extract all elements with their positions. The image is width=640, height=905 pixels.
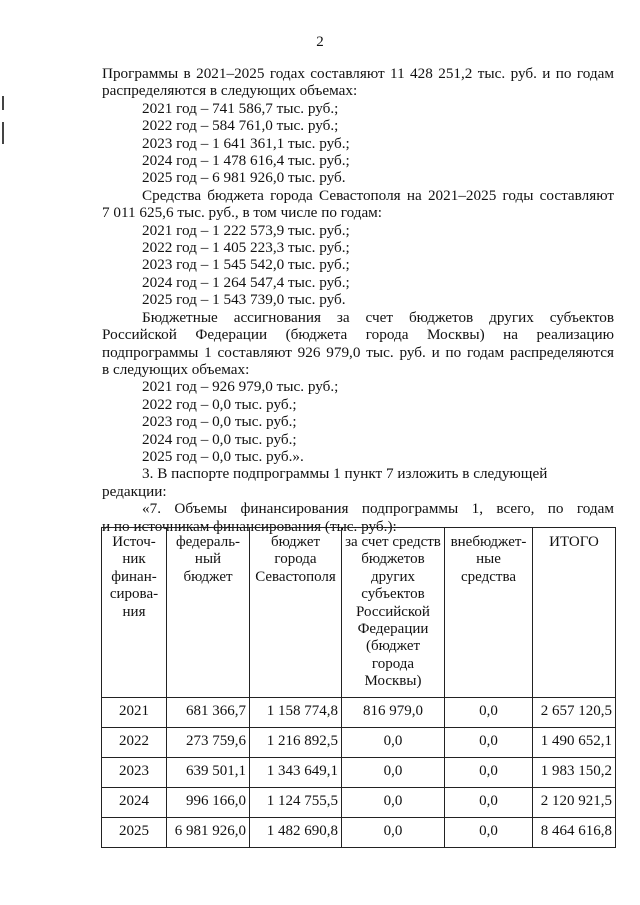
header-line: ные [476, 551, 501, 568]
year-line: 2021 год – 741 586,7 тыс. руб.; [142, 99, 339, 117]
cell-year: 2021 [102, 697, 167, 727]
text-line: подпрограммы 1 составляют 926 979,0 тыс. руб. и по годам распределяются [102, 343, 614, 361]
cell-other-subjects: 0,0 [342, 727, 445, 757]
header-line: города [274, 551, 317, 568]
year-line: 2022 год – 1 405 223,3 тыс. руб.; [142, 239, 350, 257]
cell-extrabudgetary: 0,0 [445, 817, 533, 847]
cell-extrabudgetary: 0,0 [445, 727, 533, 757]
cell-year: 2024 [102, 787, 167, 817]
header-line: бюджетов [361, 551, 425, 568]
header-total [533, 528, 616, 698]
cell-federal: 996 166,0 [167, 787, 250, 817]
table-row [102, 817, 616, 847]
text-line: Средства бюджета города Севастополя на 2021–2025 годы составляют [142, 186, 614, 204]
year-line: 2023 год – 0,0 тыс. руб.; [142, 413, 297, 431]
year-line: 2023 год – 1 545 542,0 тыс. руб.; [142, 256, 350, 274]
year-line: 2021 год – 1 222 573,9 тыс. руб.; [142, 221, 350, 239]
header-line: Москвы) [364, 673, 422, 690]
header-line: Российской [356, 603, 430, 620]
header-line: финан- [111, 568, 157, 585]
header-line: федераль- [175, 534, 241, 550]
header-sevastopol [250, 528, 342, 698]
table-header-row [102, 528, 616, 698]
cell-year: 2023 [102, 757, 167, 787]
header-line: бюджет [270, 534, 321, 550]
header-line: ИТОГО [549, 534, 599, 550]
cell-federal: 681 366,7 [167, 697, 250, 727]
year-line: 2025 год – 0,0 тыс. руб.». [142, 447, 304, 465]
year-line: 2022 год – 0,0 тыс. руб.; [142, 395, 297, 413]
header-source [102, 528, 167, 698]
cell-sevastopol: 1 216 892,5 [250, 727, 342, 757]
year-line: 2021 год – 926 979,0 тыс. руб.; [142, 378, 339, 396]
header-line: за счет средств [345, 534, 441, 550]
year-line: 2024 год – 0,0 тыс. руб.; [142, 430, 297, 448]
cell-federal: 273 759,6 [167, 727, 250, 757]
header-line: субъектов [361, 586, 425, 603]
year-line: 2024 год – 1 264 547,4 тыс. руб.; [142, 273, 350, 291]
year-line: 2023 год – 1 641 361,1 тыс. руб.; [142, 134, 350, 152]
page-number: 2 [316, 34, 324, 50]
cell-sevastopol: 1 124 755,5 [250, 787, 342, 817]
text-line: распределяются в следующих объемах: [102, 82, 358, 100]
cell-total: 1 983 150,2 [533, 757, 616, 787]
cell-sevastopol: 1 482 690,8 [250, 817, 342, 847]
header-line: Федерации [357, 621, 429, 638]
cell-total: 8 464 616,8 [533, 817, 616, 847]
text-line: «7. Объемы финансирования подпрограммы 1, всего, по годам [142, 500, 614, 518]
header-other-subjects [342, 528, 445, 698]
cell-federal: 6 981 926,0 [167, 817, 250, 847]
header-line: ник [122, 551, 146, 568]
cell-total: 2 120 921,5 [533, 787, 616, 817]
cell-extrabudgetary: 0,0 [445, 757, 533, 787]
table-row [102, 697, 616, 727]
document-body [102, 65, 614, 535]
header-line: внебюджет- [450, 534, 527, 550]
cell-sevastopol: 1 343 649,1 [250, 757, 342, 787]
year-line: 2025 год – 6 981 926,0 тыс. руб. [142, 169, 346, 187]
year-line: 2022 год – 584 761,0 тыс. руб.; [142, 117, 339, 135]
cell-extrabudgetary: 0,0 [445, 787, 533, 817]
cell-other-subjects: 0,0 [342, 817, 445, 847]
text-line: 7 011 625,6 тыс. руб., в том числе по годам: [102, 204, 383, 222]
text-line: Программы в 2021–2025 годах составляют 11 428 251,2 тыс. руб. и по годам [102, 65, 614, 82]
cell-total: 2 657 120,5 [533, 697, 616, 727]
header-line: (бюджет [365, 638, 421, 655]
header-line: Источ- [112, 534, 156, 550]
header-federal [167, 528, 250, 698]
year-line: 2024 год – 1 478 616,4 тыс. руб.; [142, 152, 350, 170]
financing-table [101, 527, 616, 848]
cell-sevastopol: 1 158 774,8 [250, 697, 342, 727]
table-row [102, 727, 616, 757]
year-line: 2025 год – 1 543 739,0 тыс. руб. [142, 291, 346, 309]
cell-year: 2022 [102, 727, 167, 757]
cell-other-subjects: 0,0 [342, 757, 445, 787]
table-row [102, 787, 616, 817]
header-line: ния [122, 603, 146, 620]
text-line: и по источникам финансирования (тыс. руб.): [102, 517, 397, 535]
margin-mark [2, 122, 4, 144]
text-line: в следующих объемах: [102, 360, 250, 378]
header-line: ный бюджет [183, 551, 233, 585]
header-line: сирова- [109, 586, 159, 603]
text-line: 3. В паспорте подпрограммы 1 пункт 7 изложить в следующей редакции: [102, 465, 548, 500]
table-row [102, 757, 616, 787]
cell-total: 1 490 652,1 [533, 727, 616, 757]
cell-other-subjects: 0,0 [342, 787, 445, 817]
margin-mark [2, 96, 4, 110]
header-line: города [371, 655, 415, 672]
cell-extrabudgetary: 0,0 [445, 697, 533, 727]
cell-year: 2025 [102, 817, 167, 847]
header-line: средства [460, 568, 516, 585]
header-line: Севастополя [255, 568, 336, 585]
text-line: Российской Федерации (бюджета города Москвы) на реализацию [102, 326, 614, 344]
cell-federal: 639 501,1 [167, 757, 250, 787]
text-line: Бюджетные ассигнования за счет бюджетов других субъектов [142, 308, 614, 326]
header-line: других [370, 568, 416, 585]
header-extrabudgetary [445, 528, 533, 698]
cell-other-subjects: 816 979,0 [342, 697, 445, 727]
